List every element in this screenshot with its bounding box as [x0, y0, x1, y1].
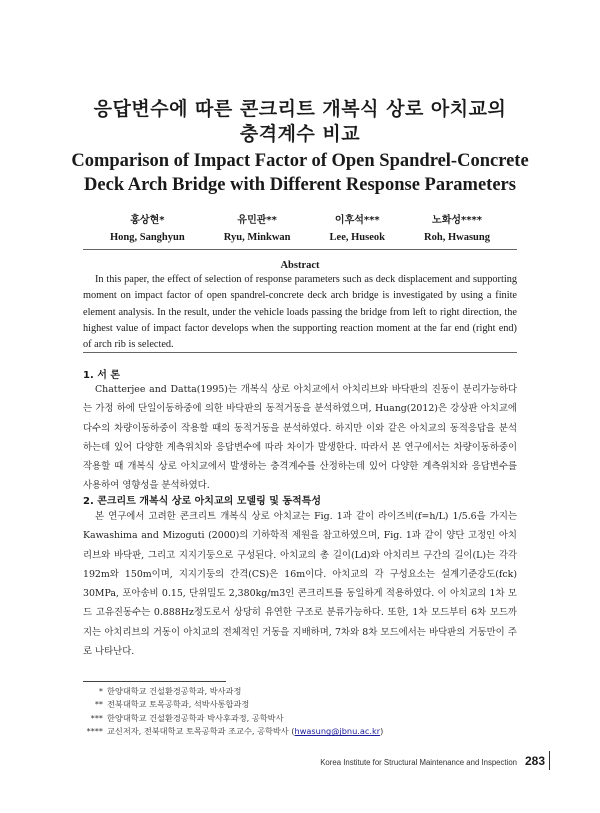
author-1 — [110, 212, 185, 246]
footnote-3-mark: *** — [90, 712, 103, 723]
footnote-4-tail: ) — [380, 726, 384, 737]
footnote-1-mark: * — [98, 686, 103, 696]
author-divider-rule — [83, 249, 517, 250]
section-1-body: Chatterjee and Datta(1995)는 개복식 상로 아치교에서 아치리브와 바닥판의 진동이 분리가능하다는 가정 하에 단일이동하중에 의한 바닥판의 동적거동을 분석하였으며, Huang(2012)은 강상판 아치교에 다수의 차량이동하중이 작용할 때의 동적거동을 분석하였다. 하지만 이와 같은 아치교의 동적응답을 분석하는데 있어 다양한 계측위치와 응답변수에 따라 차이가 발생한다. 따라서 본 연구에서는 차량이동하중이 작용할 때 개복식 상로 아치교에서 발생하는 충격계수를 산정하는데 있어 다양한 계측위치와 응답변수를 사용하여 영향성을 분석하였다. — [83, 384, 517, 492]
abstract-heading: Abstract — [280, 260, 320, 271]
section-2-heading: 2. 콘크리트 개복식 상로 아치교의 모델링 및 동적특성 — [83, 496, 321, 507]
footnote-4 — [83, 725, 517, 738]
footnote-3-text: 한양대학교 건설환경공학과 박사후과정, 공학박사 — [107, 712, 284, 723]
corresponding-email-link[interactable]: hwasung@jbnu.ac.kr — [294, 726, 381, 737]
abstract-body: In this paper, the effect of selection of response parameters such as deck displacement and supporting moment on impact factor of open spandrel-concrete deck arch bridge is investigated by using a finite element analysis. In the result, under the vehicle loads passing the bridge from left to right direction, the highest value of impact factor develops when the supporting reaction moment at the far end (right end) of arch rib is selected. — [83, 274, 517, 351]
author-3-english-name: Lee, Huseok — [329, 232, 385, 243]
author-1-english-name: Hong, Sanghyun — [110, 232, 185, 243]
footnotes — [83, 685, 517, 739]
running-footer: Korea Institute for Structural Maintenance and Inspection — [320, 758, 517, 767]
author-3 — [330, 212, 385, 246]
footnote-1 — [83, 685, 517, 698]
author-2-korean-name: 유민관** — [237, 215, 277, 226]
section-2-body: 본 연구에서 고려한 콘크리트 개복식 상로 아치교는 Fig. 1과 같이 라이즈비(f=h/L) 1/5.6을 가지는 Kawashima and Mizoguti (2000)의 기하학적 제원을 참고하였으며, Fig. 1과 같이 양단 고정인 아치리브와 바닥판, 그리고 지지기둥으로 구성된다. 아치교의 총 길이(Ld)와 아치리브 구간의 길이(L)는 각각 192m와 150m이며, 지지기둥의 간격(CS)은 16m이다. 아치교의 각 구성요소는 설계기준강도(fck) 30MPa, 포아송비 0.15, 단위밀도 2,380kg/m3인 콘크리트를 동일하게 적용하였다. 이 아치교의 1차 모드 고유진동수는 0.888Hz정도로서 상당히 유연한 구조로 분류가능하다. 또한, 1차 모드부터 6차 모드까지는 아치리브의 거동이 아치교의 전체적인 거동을 지배하며, 7차와 8차 모드에서는 바닥판의 거동만이 주로 나타난다. — [83, 511, 517, 658]
section-1-heading: 1. 서 론 — [83, 370, 121, 381]
korean-title-line-1: 응답변수에 따른 콘크리트 개복식 상로 아치교의 — [93, 98, 507, 120]
footnote-2-text: 전북대학교 토목공학과, 석박사통합과정 — [107, 699, 250, 710]
english-title-line-2: Deck Arch Bridge with Different Response Parameters — [84, 175, 516, 195]
author-4-korean-name: 노화성**** — [432, 215, 482, 226]
abstract-divider-rule — [83, 352, 517, 353]
author-2 — [224, 212, 291, 246]
korean-title-line-2: 충격계수 비교 — [239, 123, 361, 145]
page-number-bar — [549, 751, 550, 770]
author-4-english-name: Roh, Hwasung — [424, 232, 490, 243]
author-3-korean-name: 이후석*** — [334, 215, 380, 226]
footnote-1-text: 한양대학교 건설환경공학과, 박사과정 — [107, 686, 242, 696]
author-list — [110, 212, 490, 246]
english-title-line-1: Comparison of Impact Factor of Open Spandrel-Concrete — [71, 151, 529, 171]
footnote-3 — [83, 712, 517, 725]
footnote-4-mark: **** — [86, 726, 103, 737]
footnote-4-text: 교신저자, 전북대학교 토목공학과 조교수, 공학박사 ( — [107, 726, 295, 737]
author-1-korean-name: 홍상현* — [130, 215, 165, 226]
footnote-2 — [83, 698, 517, 711]
page-number: 283 — [525, 754, 546, 768]
author-4 — [424, 212, 490, 246]
author-2-english-name: Ryu, Minkwan — [223, 232, 291, 243]
footnote-2-mark: ** — [94, 699, 103, 710]
footnote-divider-rule — [83, 681, 226, 682]
